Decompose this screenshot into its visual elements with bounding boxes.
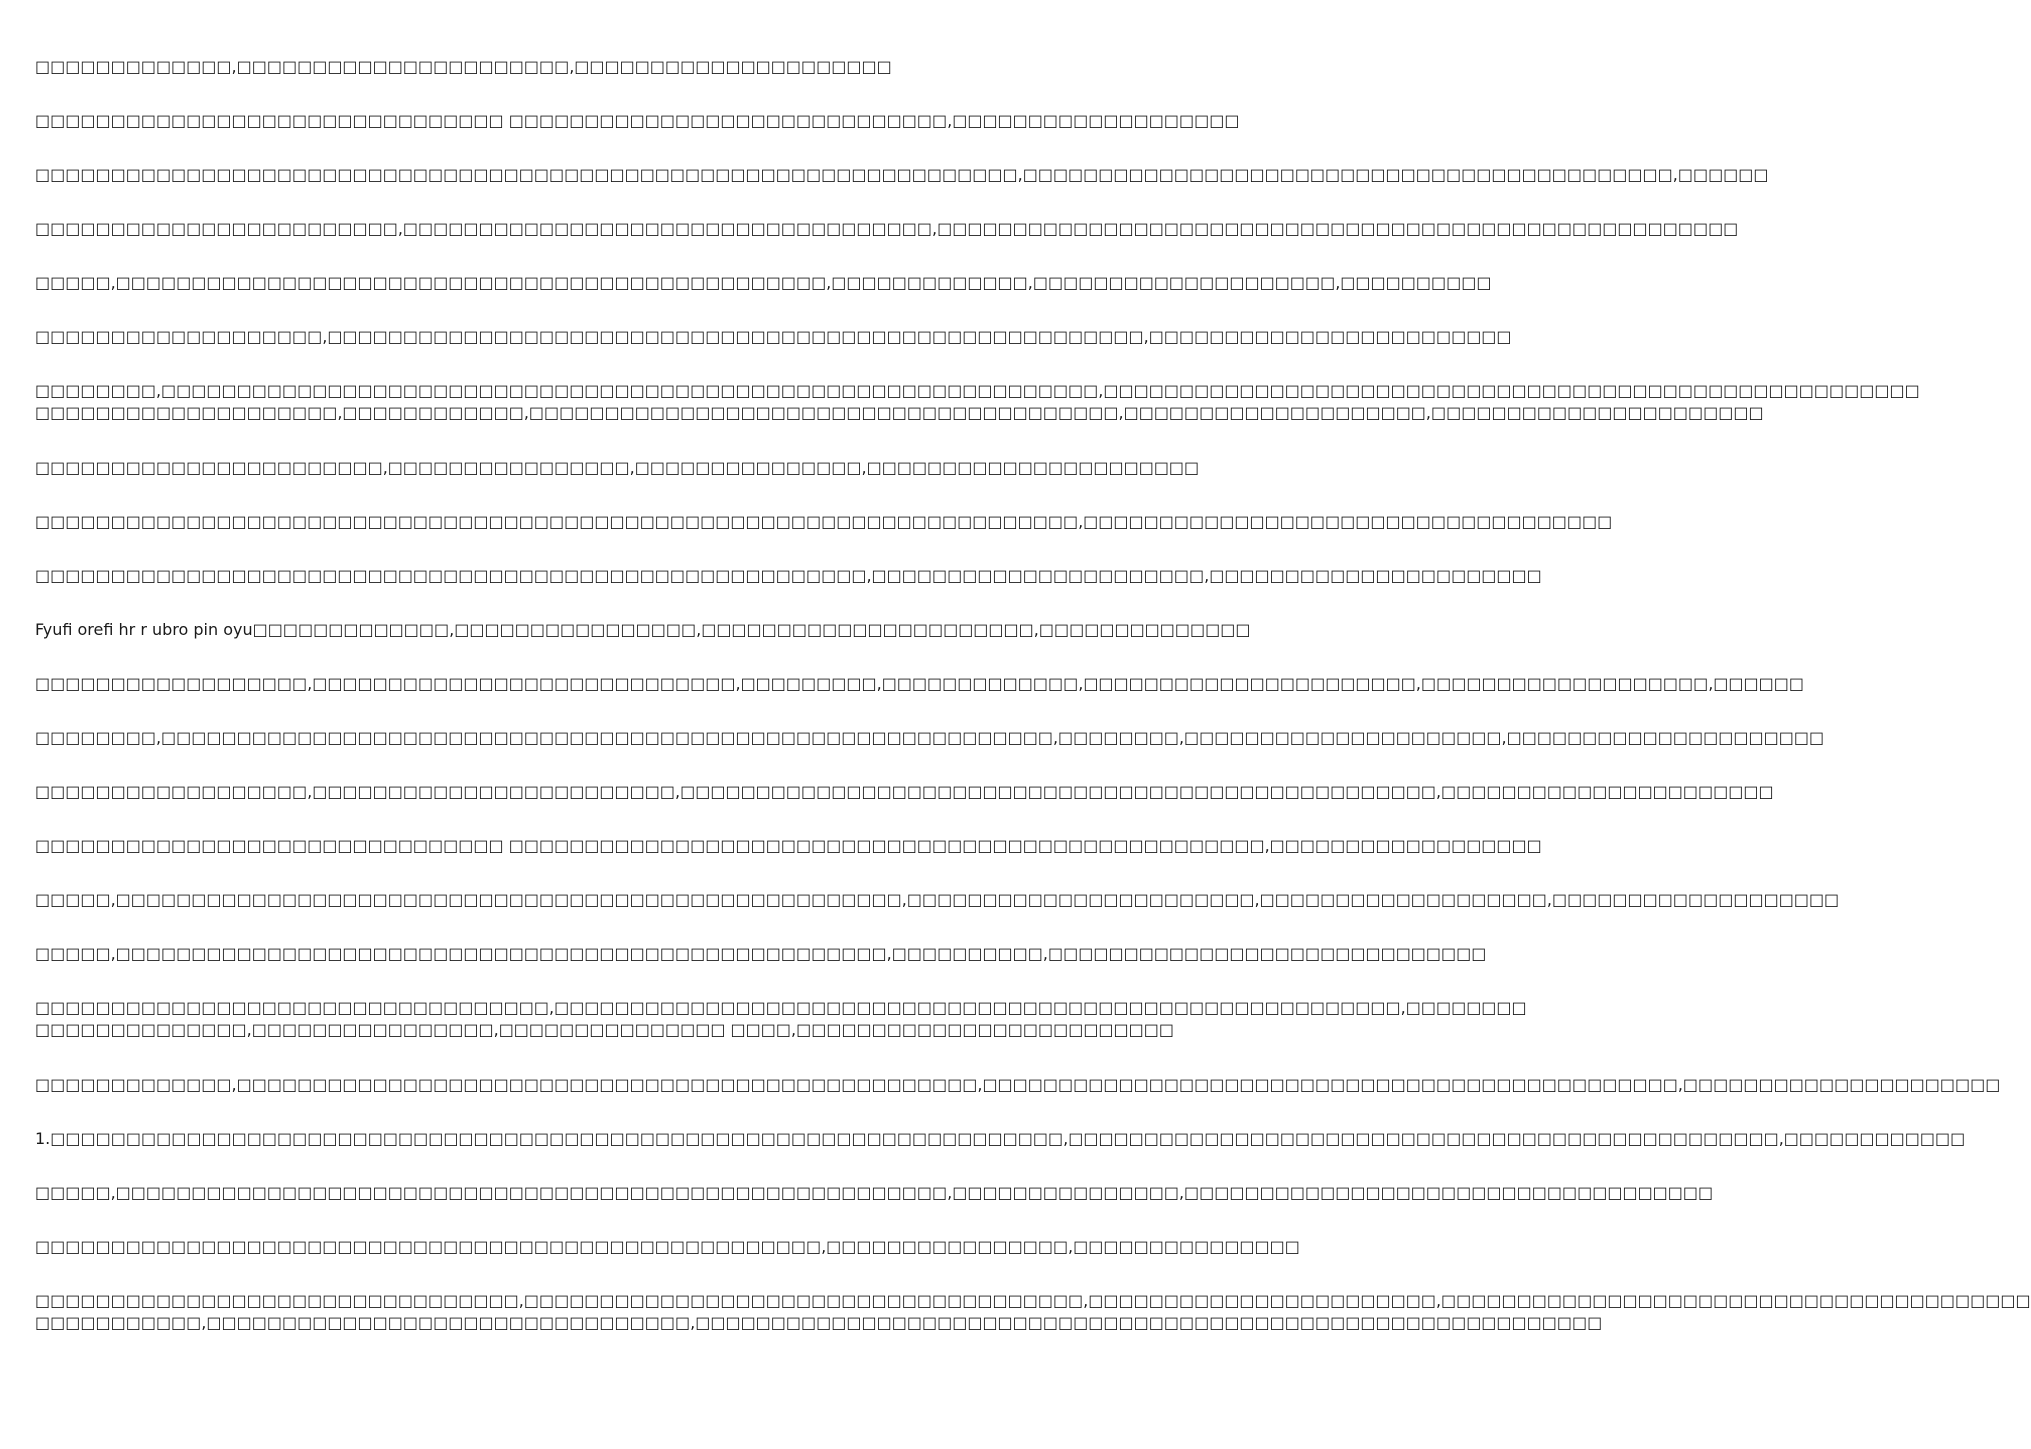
paragraph: □□□□□□□□□□□□□□□□□□□□□□□□□□□□□□□ □□□□□□□□□□□□□□□□□□□□□□□□□□□□□,□□□□□□□□□□□□□□□□□□□ [35,111,1240,130]
paragraph: □□□□□□□□□□□□□□□□□□□□□□□□□□□□□□□□□□□□□□□□□□□□□□□□□□□□,□□□□□□□□□□□□□□□□,□□□□□□□□□□□□□□□ [35,1237,1300,1256]
paragraph: □□□□□□□□□□□□□□□□□□□□□□□□□□□□□□□□□□□□□□□□□□□□□□□□□□□□□□□,□□□□□□□□□□□□□□□□□□□□□□,□□□□□□□□□□□□□□□□□□□□□□ [35,566,1542,585]
paragraph: □□□□□,□□□□□□□□□□□□□□□□□□□□□□□□□□□□□□□□□□□□□□□□□□□□□□□□□□□,□□□□□□□□□□,□□□□□□□□□□□□□□□□□□□□□□□□□□□□□ [35,944,1487,963]
paragraph: Fyufi orefi hr r ubro pin oyu□□□□□□□□□□□□□,□□□□□□□□□□□□□□□□,□□□□□□□□□□□□□□□□□□□□□□,□□□□□□□□□□□□□□ [35,620,1251,639]
paragraph: □□□□□□□□□□□□□□□□□□□□□□□□□□□□□□□□□□□□□□□□□□□□□□□□□□□□□□□□□□□□□□□□□,□□□□□□□□□□□□□□□□□□□□□□□□□□□□□□□□□□□□□□□□□□□,□□□□□□ [35,165,1769,184]
paragraph: □□□□□□□□,□□□□□□□□□□□□□□□□□□□□□□□□□□□□□□□□□□□□□□□□□□□□□□□□□□□□□□□□□□□,□□□□□□□□,□□□□□□□□□□□□□□□□□□□□□,□□□□□□□□□□□□□□□□□□□□□ [35,728,1825,747]
paragraph: □□□□□□□□□□□□□□□□□□□□□□□□,□□□□□□□□□□□□□□□□□□□□□□□□□□□□□□□□□□□,□□□□□□□□□□□□□□□□□□□□□□□□□□□□□□□□□□□□□□□□□□□□□□□□□□□□□ [35,219,1739,238]
paragraph: □□□□□□□□□□□□□□□□□□,□□□□□□□□□□□□□□□□□□□□□□□□□□□□,□□□□□□□□□,□□□□□□□□□□□□□,□□□□□□□□□□□□□□□□□□□□□□,□□□□□□□□□□□□□□□□□□□,□□□□□□ [35,674,1804,693]
paragraph: □□□□□□□□□□□□□□□□□□□□□□□□□□□□□□□□□□□□□□□□□□□□□□□□□□□□□□□□□□□□□□□□□□□□□,□□□□□□□□□□□□□□□□□□□□□□□□□□□□□□□□□□□ [35,512,1613,531]
paragraph: □□□□□□□□□□□□□,□□□□□□□□□□□□□□□□□□□□□□□□□□□□□□□□□□□□□□□□□□□□□□□□□,□□□□□□□□□□□□□□□□□□□□□□□□□□□□□□□□□□□□□□□□□□□□□□,□□□□□□□□□□□□□□□□□□□□□ [35,1075,2001,1094]
document-body [35,56,2031,1367]
paragraph: □□□□□□□□□□□□□□□□□□,□□□□□□□□□□□□□□□□□□□□□□□□,□□□□□□□□□□□□□□□□□□□□□□□□□□□□□□□□□□□□□□□□□□□□□□□□□□,□□□□□□□□□□□□□□□□□□□□□□ [35,782,1774,801]
paragraph: □□□□□,□□□□□□□□□□□□□□□□□□□□□□□□□□□□□□□□□□□□□□□□□□□□□□□,□□□□□□□□□□□□□,□□□□□□□□□□□□□□□□□□□□,□□□□□□□□□□ [35,273,1492,292]
paragraph: □□□□□,□□□□□□□□□□□□□□□□□□□□□□□□□□□□□□□□□□□□□□□□□□□□□□□□□□□□,□□□□□□□□□□□□□□□□□□□□□□□,□□□□□□□□□□□□□□□□□□□,□□□□□□□□□□□□□□□□□□□ [35,890,1840,909]
paragraph: □□□□□□□□□□□□□□□□□□□□□□□,□□□□□□□□□□□□□□□□,□□□□□□□□□□□□□□□,□□□□□□□□□□□□□□□□□□□□□□ [35,458,1200,477]
paragraph: □□□□□□□□□□□□□,□□□□□□□□□□□□□□□□□□□□□□,□□□□□□□□□□□□□□□□□□□□□ [35,57,892,76]
paragraph: 1.□□□□□□□□□□□□□□□□□□□□□□□□□□□□□□□□□□□□□□□□□□□□□□□□□□□□□□□□□□□□□□□□□□□,□□□□□□□□□□□□□□□□□□□□□□□□□□□□□□□□□□□□□□□□□□□□□□□,□□□□□□□□□□□□ [35,1129,1966,1148]
paragraph: □□□□□□□□□□□□□□□□□□□□□□□□□□□□□□□□,□□□□□□□□□□□□□□□□□□□□□□□□□□□□□□□□□□□□□,□□□□□□□□□□□□□□□□□□□□□□□,□□□□□□□□□□□□□□□□□□□□□□□□□□□□□□□□□□□□□□□ □□□□□□□□□□□,□□□□□□□□□□□□□□□□□□□□□□□□□□□□□□□□,□□□□□□□□□□□□□□□□□□□□□□□□□□□□□□□□□□□□□□□□□□□□□□□□□□□□□□□□□□□□ [35,1291,2031,1332]
paragraph: □□□□□□□□□□□□□□□□□□□□□□□□□□□□□□□ □□□□□□□□□□□□□□□□□□□□□□□□□□□□□□□□□□□□□□□□□□□□□□□□□□,□□□□□□□□□□□□□□□□□□ [35,836,1542,855]
paragraph: □□□□□□□□□□□□□□□□□□□,□□□□□□□□□□□□□□□□□□□□□□□□□□□□□□□□□□□□□□□□□□□□□□□□□□□□□□,□□□□□□□□□□□□□□□□□□□□□□□□ [35,327,1512,346]
paragraph: □□□□□□□□,□□□□□□□□□□□□□□□□□□□□□□□□□□□□□□□□□□□□□□□□□□□□□□□□□□□□□□□□□□□□□□,□□□□□□□□□□□□□□□□□□□□□□□□□□□□□□□□□□□□□□□□□□□□□□□□□□□□□□ □□□□□□□□□□□□□□□□□□□□,□□□□□□□□□□□□,□□□□□□□□□□□□□□□□□□□□□□□□□□□□□□□□□□□□□□□,□□□□□□□□□□□□□□□□□□□□,□□□□□□□□□□□□□□□□□□□□□□ [35,381,1920,422]
paragraph: □□□□□,□□□□□□□□□□□□□□□□□□□□□□□□□□□□□□□□□□□□□□□□□□□□□□□□□□□□□□□,□□□□□□□□□□□□□□□,□□□□□□□□□□□□□□□□□□□□□□□□□□□□□□□□□□□ [35,1183,1714,1202]
paragraph: □□□□□□□□□□□□□□□□□□□□□□□□□□□□□□□□□□,□□□□□□□□□□□□□□□□□□□□□□□□□□□□□□□□□□□□□□□□□□□□□□□□□□□□□□□□,□□□□□□□□ □□□□□□□□□□□□□□,□□□□□□□□□□□□□□□□,□□□□□□□□□□□□□□□ □□□□,□□□□□□□□□□□□□□□□□□□□□□□□□ [35,998,1527,1039]
